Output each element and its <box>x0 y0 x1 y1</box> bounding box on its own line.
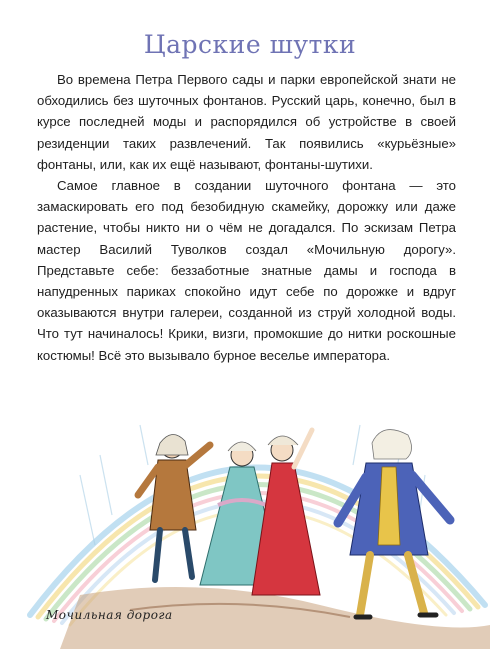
paragraph-1: Во времена Петра Первого сады и парки европейской знати не обходились без шуточных фонтанов. Русский царь, конечно, был в курсе последней моды и распорядился об устройстве в своей резиденции таких развлечений. Так появились «курьёзные» фонтаны, или, как их ещё называют, фонтаны-шутихи. <box>37 72 456 172</box>
fountain-illustration <box>20 355 495 649</box>
article-text <box>37 69 456 366</box>
paragraph-2: Самое главное в создании шуточного фонтана — это замаскировать его под безобидную скамейку, дорожку или даже растение, чтобы никто ни о чём не догадался. По эскизам Петра мастер Василий Туволков создал «Мочильную дорогу». Представьте себе: беззаботные знатные дамы и господа в напудренных париках спокойно идут себе по дорожке и вдруг оказываются внутри галереи, созданной из струй холодной воды. Что тут начиналось! Крики, визги, промокшие до нитки роскошные костюмы! Всё это вызывало бурное веселье императора. <box>37 178 456 363</box>
illustration-caption: Мочильная дорога <box>46 608 173 622</box>
page-title: Царские шутки <box>143 30 357 59</box>
